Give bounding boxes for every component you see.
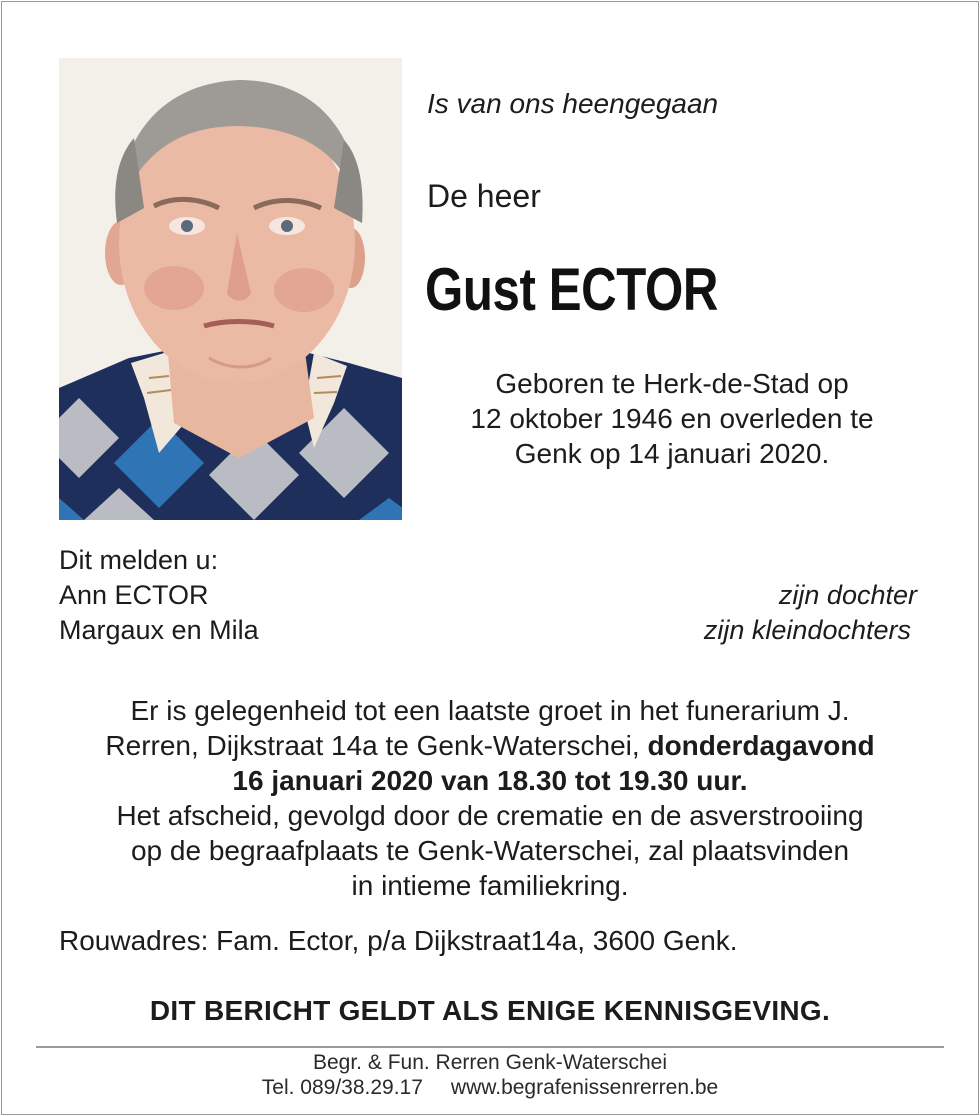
viewing-line: op de begraafplaats te Genk-Waterschei, zal plaatsvinden <box>130 835 850 866</box>
footer-phone: Tel. 089/38.29.17 <box>261 1076 423 1099</box>
viewing-day: donderdagavond <box>647 730 875 761</box>
viewing-details <box>40 693 940 903</box>
viewing-line: in intieme familiekring. <box>351 870 629 901</box>
viewing-line <box>40 728 940 763</box>
viewing-line: Het afscheid, gevolgd door de crematie en de asverstrooiing <box>116 800 864 831</box>
footer <box>0 1050 980 1100</box>
honorific: De heer <box>427 178 541 214</box>
relative-relation: zijn kleindochters <box>703 615 911 645</box>
relative-relation: zijn dochter <box>778 580 917 610</box>
relative-name: Margaux en Mila <box>59 615 259 645</box>
intro-text: Is van ons heengegaan <box>427 88 719 119</box>
birth-line: Geboren te Herk-de-Stad op <box>495 368 849 399</box>
announced-by: Dit melden u: <box>59 545 219 575</box>
relative-name: Ann ECTOR <box>59 580 209 610</box>
viewing-datetime: 16 januari 2020 van 18.30 tot 19.30 uur. <box>232 765 748 796</box>
birth-death-details <box>412 366 932 471</box>
funeral-company: Begr. & Fun. Rerren Genk-Waterschei <box>312 1051 668 1074</box>
viewing-line <box>40 763 940 798</box>
birth-line: 12 oktober 1946 en overleden te <box>470 403 874 434</box>
footer-divider <box>36 1046 944 1048</box>
footer-contact <box>0 1075 980 1100</box>
portrait-photo <box>59 58 402 520</box>
deceased-name: Gust ECTOR <box>425 256 718 323</box>
footer-website-link[interactable]: www.begrafenissenrerren.be <box>450 1076 719 1099</box>
closing-notice: DIT BERICHT GELDT ALS ENIGE KENNISGEVING. <box>149 995 831 1026</box>
viewing-location: Rerren, Dijkstraat 14a te Genk-Waterschei, <box>105 730 640 761</box>
birth-line: Genk op 14 januari 2020. <box>514 438 830 469</box>
viewing-line: Er is gelegenheid tot een laatste groet in het funerarium J. <box>130 695 850 726</box>
mourning-address: Rouwadres: Fam. Ector, p/a Dijkstraat14a, 3600 Genk. <box>59 925 738 956</box>
